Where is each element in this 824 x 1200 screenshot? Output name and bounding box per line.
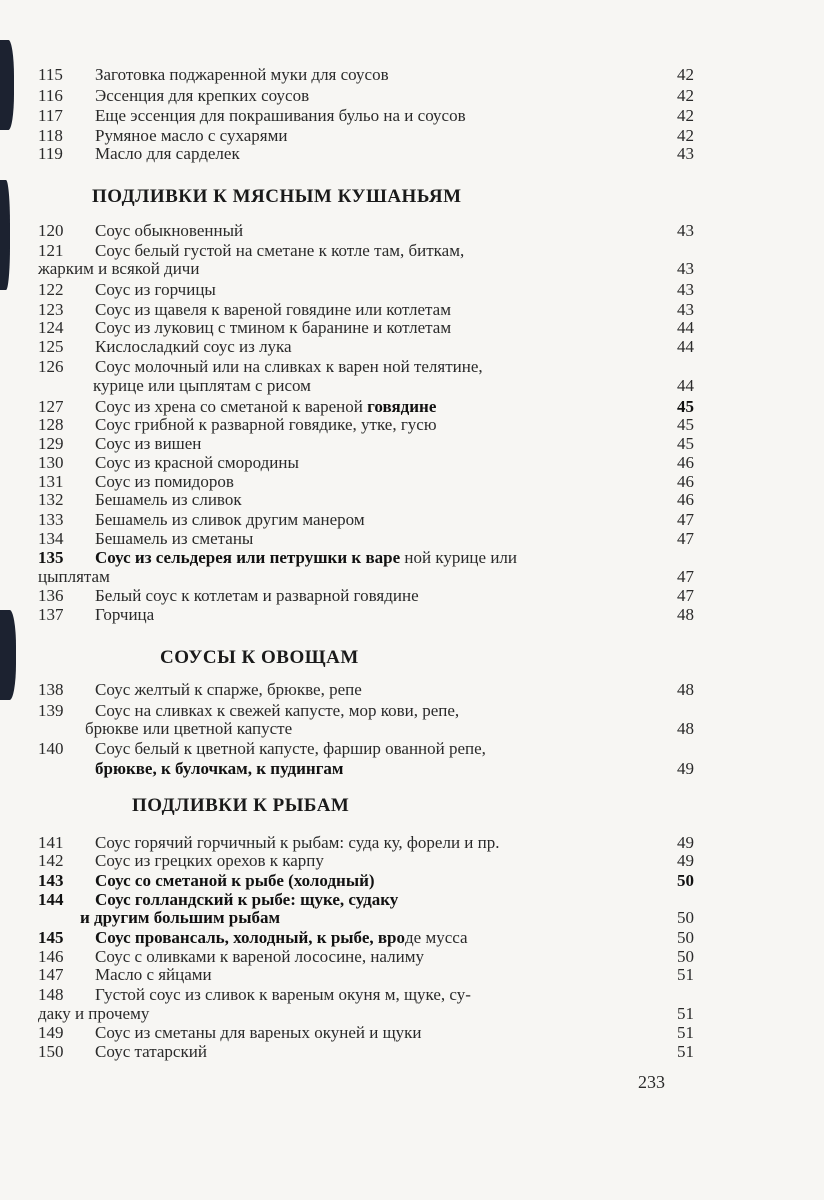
entry-title	[95, 300, 451, 319]
entry-title	[95, 318, 451, 337]
entry-page: 42	[677, 86, 694, 105]
entry-number: 140	[38, 739, 64, 758]
entry-title-segment: Соус молочный или на сливках к варен ной телятине,	[95, 357, 483, 376]
entry-page: 42	[677, 65, 694, 84]
entry-title-segment: ной курице или	[400, 548, 518, 567]
entry-title	[95, 144, 240, 163]
entry-page: 48	[677, 605, 694, 624]
entry-number: 120	[38, 221, 64, 240]
entry-title-segment: Соус обыкновенный	[95, 221, 244, 240]
entry-title-segment: Бешамель из сливок	[95, 490, 242, 509]
entry-title	[95, 126, 288, 145]
entry-title-segment: Соус из грецких орехов к карпу	[95, 851, 324, 870]
entry-title	[95, 529, 253, 548]
entry-page: 49	[677, 759, 694, 778]
entry-page: 51	[677, 1023, 694, 1042]
entry-page: 50	[677, 908, 694, 927]
entry-title	[95, 851, 324, 870]
entry-page: 47	[677, 586, 694, 605]
entry-title	[93, 376, 311, 395]
entry-page: 45	[677, 434, 694, 453]
entry-page: 50	[677, 947, 694, 966]
entry-title	[95, 510, 365, 529]
section-heading: ПОДЛИВКИ К РЫБАМ	[132, 795, 350, 816]
entry-number: 143	[38, 871, 64, 890]
entry-title-segment: жарким и всякой дичи	[38, 259, 200, 278]
entry-title-segment: Эссенция для крепких соусов	[95, 86, 310, 105]
entry-page: 46	[677, 453, 694, 472]
entry-title	[80, 908, 280, 927]
entry-title	[95, 65, 389, 84]
entry-title	[95, 890, 398, 909]
entry-title-segment: Бешамель из сметаны	[95, 529, 254, 548]
entry-title-segment: Масло для сарделек	[95, 144, 240, 163]
entry-page: 43	[677, 259, 694, 278]
entry-number: 125	[38, 337, 64, 356]
entry-number: 141	[38, 833, 64, 852]
entry-number: 138	[38, 680, 64, 699]
entry-number: 145	[38, 928, 64, 947]
entry-title	[95, 86, 309, 105]
entry-number: 134	[38, 529, 64, 548]
entry-number: 146	[38, 947, 64, 966]
entry-title	[95, 1023, 422, 1042]
entry-title-segment: даку и прочему	[38, 1004, 150, 1023]
entry-title-segment: Соус белый густой на сметане к котле там, биткам,	[95, 241, 465, 260]
entry-title-segment: Соус на сливках к свежей капусте, мор кови, репе,	[95, 701, 460, 720]
entry-number: 148	[38, 985, 64, 1004]
entry-title-segment: Горчица	[95, 605, 155, 624]
entry-page: 51	[677, 1042, 694, 1061]
entry-title-segment: Соус горячий горчичный к рыбам: суда ку, форели и пр.	[95, 833, 500, 852]
entry-title	[95, 985, 471, 1004]
entry-page: 44	[677, 337, 694, 356]
entry-title-segment: Соус из щавеля к вареной говядине или котлетам	[95, 300, 451, 319]
entry-page: 45	[677, 397, 694, 416]
entry-title-segment: говядине	[367, 397, 437, 416]
entry-title	[95, 472, 234, 491]
entry-title	[95, 548, 517, 567]
entry-title	[95, 397, 436, 416]
entry-title-segment: Соус из помидоров	[95, 472, 234, 491]
entry-title-segment: Бешамель из сливок другим манером	[95, 510, 365, 529]
entry-title-segment: Соус татарский	[95, 1042, 207, 1061]
entry-title	[95, 241, 464, 260]
entry-title-segment: Соус из хрена со сметаной к вареной	[95, 397, 368, 416]
entry-title	[95, 221, 243, 240]
entry-number: 137	[38, 605, 64, 624]
entry-title-segment: брюкве или цветной капусте	[85, 719, 293, 738]
entry-page: 44	[677, 376, 694, 395]
entry-title-segment: Соус грибной к разварной говядике, утке, гусю	[95, 415, 437, 434]
entry-title	[95, 106, 466, 125]
entry-title-segment: Соус из сельдерея или петрушки к варе	[95, 548, 401, 567]
entry-title	[95, 871, 375, 890]
entry-page: 45	[677, 415, 694, 434]
scan-edge-shadow	[0, 180, 10, 290]
entry-title	[95, 337, 292, 356]
entry-title	[95, 586, 419, 605]
entry-title-segment: курице или цыплятам с рисом	[93, 376, 311, 395]
entry-title-segment: Кислосладкий соус из лука	[95, 337, 292, 356]
scan-edge-shadow	[0, 610, 16, 700]
entry-page: 46	[677, 490, 694, 509]
entry-number: 131	[38, 472, 64, 491]
entry-page: 48	[677, 719, 694, 738]
entry-page: 43	[677, 144, 694, 163]
entry-number: 150	[38, 1042, 64, 1061]
entry-number: 135	[38, 548, 64, 567]
entry-page: 44	[677, 318, 694, 337]
entry-title-segment: брюкве, к булочкам, к пудингам	[95, 759, 344, 778]
entry-page: 50	[677, 928, 694, 947]
entry-page: 46	[677, 472, 694, 491]
entry-title-segment: Румяное масло с сухарями	[95, 126, 288, 145]
section-heading: ПОДЛИВКИ К МЯСНЫМ КУШАНЬЯМ	[92, 186, 462, 207]
entry-page: 50	[677, 871, 694, 890]
entry-title	[95, 701, 459, 720]
entry-title	[95, 1042, 207, 1061]
entry-title	[95, 490, 242, 509]
entry-title	[38, 259, 199, 278]
entry-number: 127	[38, 397, 64, 416]
entry-page: 48	[677, 680, 694, 699]
entry-number: 129	[38, 434, 64, 453]
entry-page: 42	[677, 106, 694, 125]
entry-title-segment: Соус со сметаной к рыбе (холодный)	[95, 871, 375, 890]
entry-number: 121	[38, 241, 64, 260]
entry-title	[38, 567, 110, 586]
entry-number: 124	[38, 318, 64, 337]
entry-title-segment: Белый соус к котлетам и разварной говядине	[95, 586, 419, 605]
entry-number: 123	[38, 300, 64, 319]
entry-title-segment: Соус из красной смородины	[95, 453, 299, 472]
entry-title	[85, 719, 292, 738]
entry-page: 51	[677, 1004, 694, 1023]
scan-edge-shadow	[0, 40, 14, 130]
entry-title-segment: Соус желтый к спарже, брюкве, репе	[95, 680, 362, 699]
entry-title-segment: Соус из сметаны для вареных окуней и щуки	[95, 1023, 422, 1042]
entry-title-segment: Соус из горчицы	[95, 280, 216, 299]
entry-page: 43	[677, 300, 694, 319]
entry-title	[95, 947, 424, 966]
entry-number: 117	[38, 106, 63, 125]
entry-title	[95, 759, 344, 778]
page-number: 233	[638, 1072, 665, 1092]
entry-title	[95, 357, 483, 376]
entry-title-segment: и другим большим рыбам	[80, 908, 281, 927]
entry-title	[95, 833, 500, 852]
entry-title-segment: Соус белый к цветной капусте, фаршир ованной репе,	[95, 739, 486, 758]
entry-title	[95, 605, 154, 624]
entry-title-segment: Еще эссенция для покрашивания бульо на и соусов	[95, 106, 466, 125]
entry-number: 116	[38, 86, 63, 105]
entry-title-segment: Масло с яйцами	[95, 965, 212, 984]
entry-page: 43	[677, 280, 694, 299]
entry-number: 147	[38, 965, 64, 984]
entry-title-segment: Густой соус из сливок к вареным окуня м, щуке, су-	[95, 985, 471, 1004]
entry-number: 144	[38, 890, 64, 909]
entry-title-segment: Соус с оливками к вареной лососине, налиму	[95, 947, 424, 966]
entry-title-segment: Соус голландский к рыбе: щуке, судаку	[95, 890, 399, 909]
entry-title	[95, 739, 486, 758]
entry-number: 142	[38, 851, 64, 870]
entry-page: 47	[677, 510, 694, 529]
entry-number: 130	[38, 453, 64, 472]
entry-page: 49	[677, 833, 694, 852]
entry-title-segment: Заготовка поджаренной муки для соусов	[95, 65, 389, 84]
entry-page: 51	[677, 965, 694, 984]
entry-title-segment: Соус из вишен	[95, 434, 202, 453]
entry-title	[95, 453, 299, 472]
entry-title	[38, 1004, 149, 1023]
entry-title	[95, 680, 362, 699]
entry-number: 128	[38, 415, 64, 434]
entry-title	[95, 965, 212, 984]
entry-number: 139	[38, 701, 64, 720]
entry-page: 49	[677, 851, 694, 870]
entry-page: 47	[677, 529, 694, 548]
entry-title	[95, 280, 216, 299]
entry-page: 47	[677, 567, 694, 586]
entry-title	[95, 928, 468, 947]
entry-number: 132	[38, 490, 64, 509]
section-heading: СОУСЫ К ОВОЩАМ	[160, 647, 359, 668]
entry-number: 126	[38, 357, 64, 376]
entry-number: 136	[38, 586, 64, 605]
entry-page: 42	[677, 126, 694, 145]
entry-title-segment: Соус из луковиц с тмином к баранине и котлетам	[95, 318, 452, 337]
entry-number: 122	[38, 280, 64, 299]
entry-title	[95, 434, 201, 453]
entry-title-segment: Соус провансаль, холодный, к рыбе, вро	[95, 928, 406, 947]
entry-title-segment: де мусса	[405, 928, 468, 947]
entry-title-segment: цыплятам	[38, 567, 110, 586]
entry-number: 118	[38, 126, 63, 145]
entry-page: 43	[677, 221, 694, 240]
entry-number: 149	[38, 1023, 64, 1042]
entry-number: 115	[38, 65, 63, 84]
entry-title	[95, 415, 437, 434]
entry-number: 133	[38, 510, 64, 529]
entry-number: 119	[38, 144, 63, 163]
